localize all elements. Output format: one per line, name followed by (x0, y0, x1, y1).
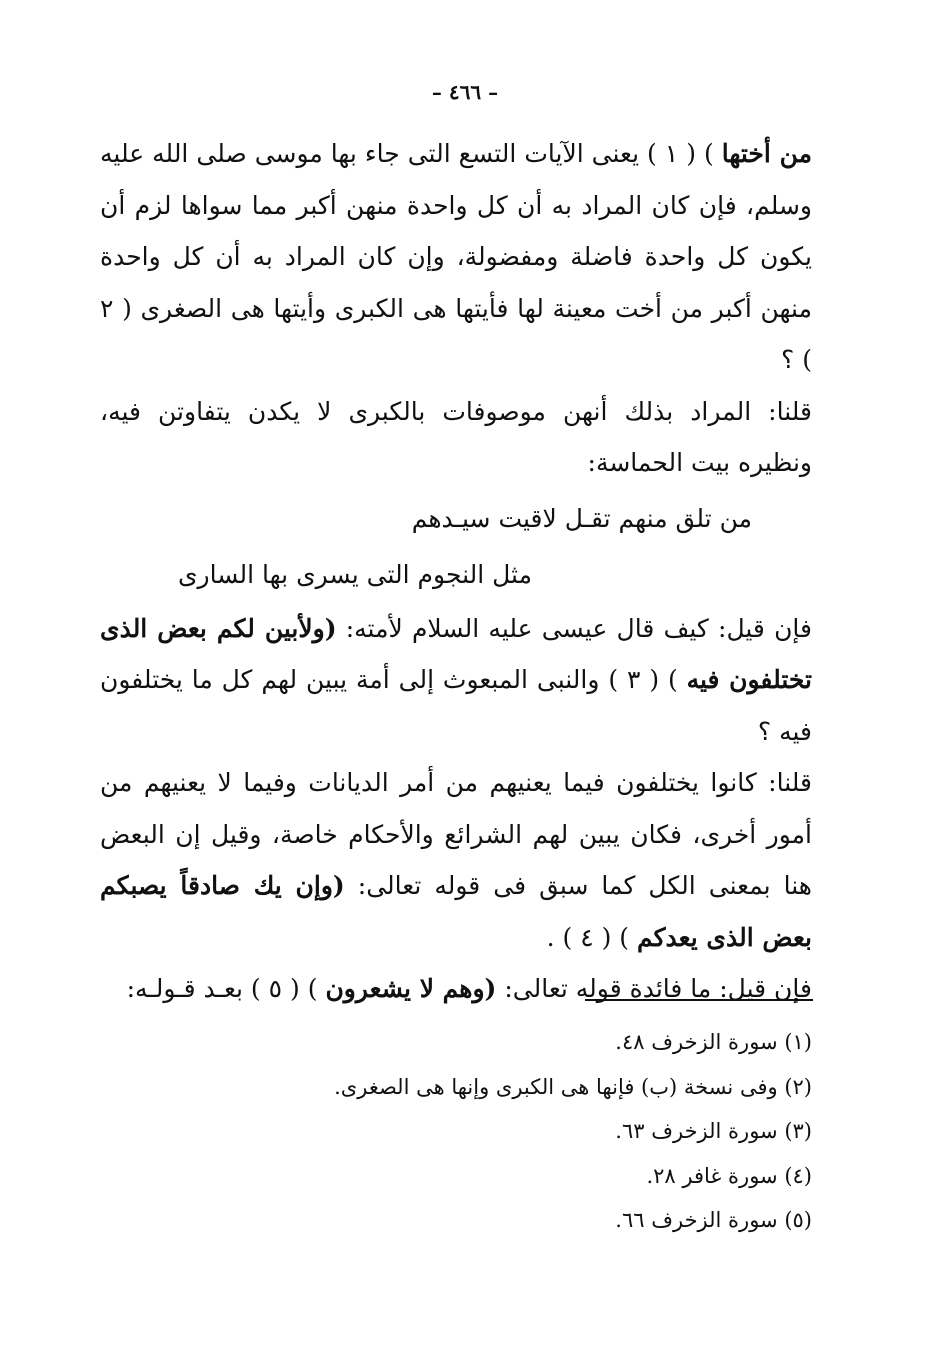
text-segment: ) ( ١ ) يعنى الآيات التسع التى جاء بها موسى صلى الله عليه وسلم، فإن كان المراد به أن كل واحدة منهن أكبر مما سواها لزم أن يكون كل واحدة فاضلة ومفضولة، وإن كان المراد به أن كل واحدة منهن أكبر من أخت معينة لها فأيتها هى الكبرى وأيتها هى الصغرى ( ٢ ) ؟ (100, 139, 812, 374)
paragraph (100, 128, 812, 386)
main-text (100, 128, 812, 1015)
verse-line-1: من تلق منهم تقـل لاقيت سيـدهم (411, 503, 752, 533)
paragraph (100, 603, 812, 758)
text-segment: قلنا: المراد بذلك أنهن موصوفات بالكبرى لا يكدن يتفاوتن فيه، ونظيره بيت الحماسة: (100, 396, 812, 477)
text-segment: قلنا: كانوا يختلفون فيما يعنيهم من أمر الديانات وفيما لا يعنيهم من أمور أخرى، فكان يبين لهم الشرائع والأحكام خاصة، وقيل إن البعض هنا بمعنى الكل كما سبق فى قوله تعالى: (100, 768, 812, 900)
text-segment: فإن قيل: ما فائدة قوله تعالى: (496, 974, 812, 1003)
verse-line-2: مثل النجوم التى يسرى بها السارى (177, 559, 532, 589)
footnote: (٢) وفى نسخة (ب) فإنها هى الكبرى وإنها هى الصغرى. (334, 1074, 812, 1099)
quran-quote: (وهم لا يشعرون (325, 974, 497, 1003)
footnotes (200, 1020, 812, 1243)
text-segment: ) ( ٣ ) والنبى المبعوث إلى أمة يبين لهم كل ما يختلفون فيه ؟ (100, 665, 812, 746)
quran-quote: (وإن يك صادقاً يصبكم بعض الذى يعدكم (100, 871, 812, 952)
paragraph (100, 757, 812, 963)
quran-quote: من أختها (721, 139, 812, 168)
page-number: – ٤٦٦ – (431, 80, 499, 104)
paragraphs-after-verse (100, 603, 812, 1015)
paragraph (100, 386, 812, 489)
footnote: (٥) سورة الزخرف ٦٦. (615, 1208, 812, 1232)
footnote: (٣) سورة الزخرف ٦٣. (615, 1119, 812, 1143)
text-segment: ) ( ٤ ) . (546, 922, 637, 952)
text-segment: ) ( ٥ ) بعـد قـولـه: (126, 974, 326, 1003)
paragraph (100, 963, 812, 1015)
footnote-divider (585, 999, 813, 1001)
paragraphs-before-verse (100, 128, 812, 489)
text-segment: فإن قيل: كيف قال عيسى عليه السلام لأمته: (336, 613, 812, 643)
quran-quote: (ولأبين لكم بعض الذى تختلفون فيه (100, 613, 812, 694)
footnote: (١) سورة الزخرف ٤٨. (615, 1030, 812, 1054)
footnote: (٤) سورة غافر ٢٨. (646, 1163, 812, 1188)
